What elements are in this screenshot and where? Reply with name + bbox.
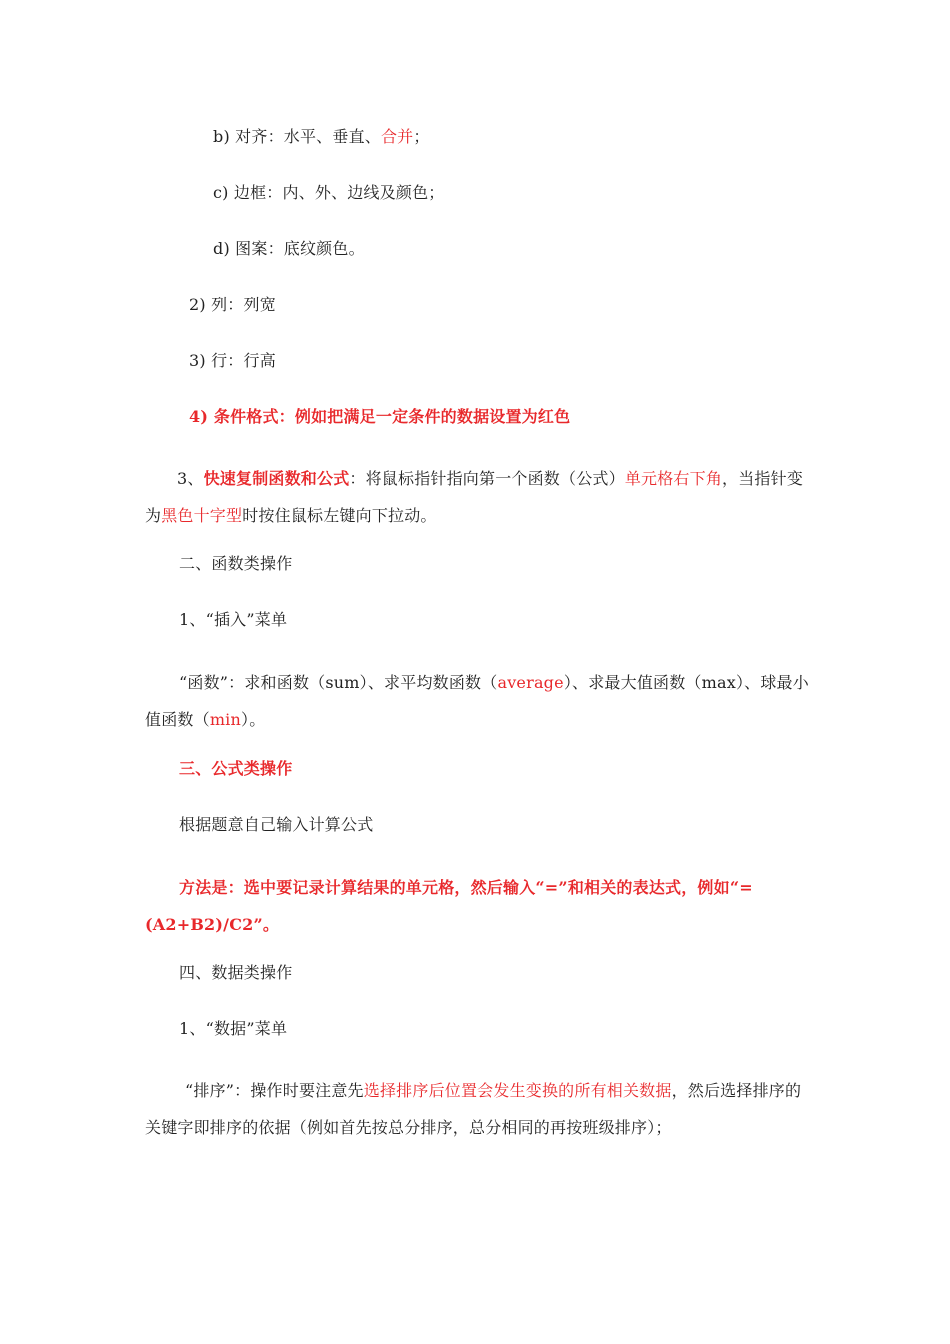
formula-intro: 根据题意自己输入计算公式 — [179, 815, 374, 834]
quick-copy-highlight-2: 黑色十字型 — [161, 506, 243, 525]
sort-text-1: “排序”：操作时要注意先 — [185, 1081, 364, 1100]
section-heading-data: 四、数据类操作 — [179, 963, 293, 982]
quick-copy-highlight-1: 单元格右下角 — [624, 469, 723, 488]
align-item-merge-highlight: 合并 — [380, 127, 414, 146]
functions-min-highlight: min — [209, 710, 242, 729]
conditional-format-item: 4) 条件格式：例如把满足一定条件的数据设置为红色 — [189, 407, 571, 426]
functions-paragraph — [145, 664, 815, 738]
functions-text-3: ）。 — [241, 710, 266, 729]
insert-menu-heading: 1、“插入”菜单 — [179, 610, 288, 629]
border-item: c) 边框：内、外、边线及颜色； — [213, 183, 445, 202]
functions-average-highlight: average — [497, 673, 564, 692]
functions-text-1: “函数”：求和函数（sum）、求平均数函数（ — [179, 673, 498, 692]
data-menu-heading: 1、“数据”菜单 — [179, 1019, 288, 1038]
functions-text-2: ）、求最大值函数（max）、球最小值函数（ — [145, 673, 809, 729]
formula-method-paragraph: 方法是：选中要记录计算结果的单元格，然后输入“=”和相关的表达式，例如“=(A2+B2)/C2”。 — [145, 878, 753, 934]
pattern-item: d) 图案：底纹颜色。 — [213, 239, 365, 258]
quick-copy-text-1: ：将鼠标指针指向第一个函数（公式） — [349, 469, 625, 488]
align-item-suffix: ； — [413, 127, 430, 146]
section-heading-functions: 二、函数类操作 — [179, 554, 293, 573]
section-heading-formulas: 三、公式类操作 — [179, 759, 293, 778]
sort-highlight: 选择排序后位置会发生变换的所有相关数据 — [363, 1081, 672, 1100]
sort-text-2: ，然后选择排序的关键字即排序的依据（例如首先按总分排序，总分相同的再按班级排序）； — [145, 1081, 802, 1137]
quick-copy-text-3: 时按住鼠标左键向下拉动。 — [242, 506, 437, 525]
sort-paragraph — [145, 1072, 815, 1146]
quick-copy-text-2: ，当指针变为 — [145, 469, 804, 525]
column-item: 2) 列：列宽 — [189, 295, 276, 314]
quick-copy-paragraph — [145, 460, 815, 534]
align-item-text: b) 对齐：水平、垂直、 — [213, 127, 381, 146]
align-item — [213, 126, 430, 148]
row-item: 3) 行：行高 — [189, 351, 276, 370]
quick-copy-title: 快速复制函数和公式 — [203, 469, 350, 488]
quick-copy-number: 3、 — [177, 469, 204, 488]
